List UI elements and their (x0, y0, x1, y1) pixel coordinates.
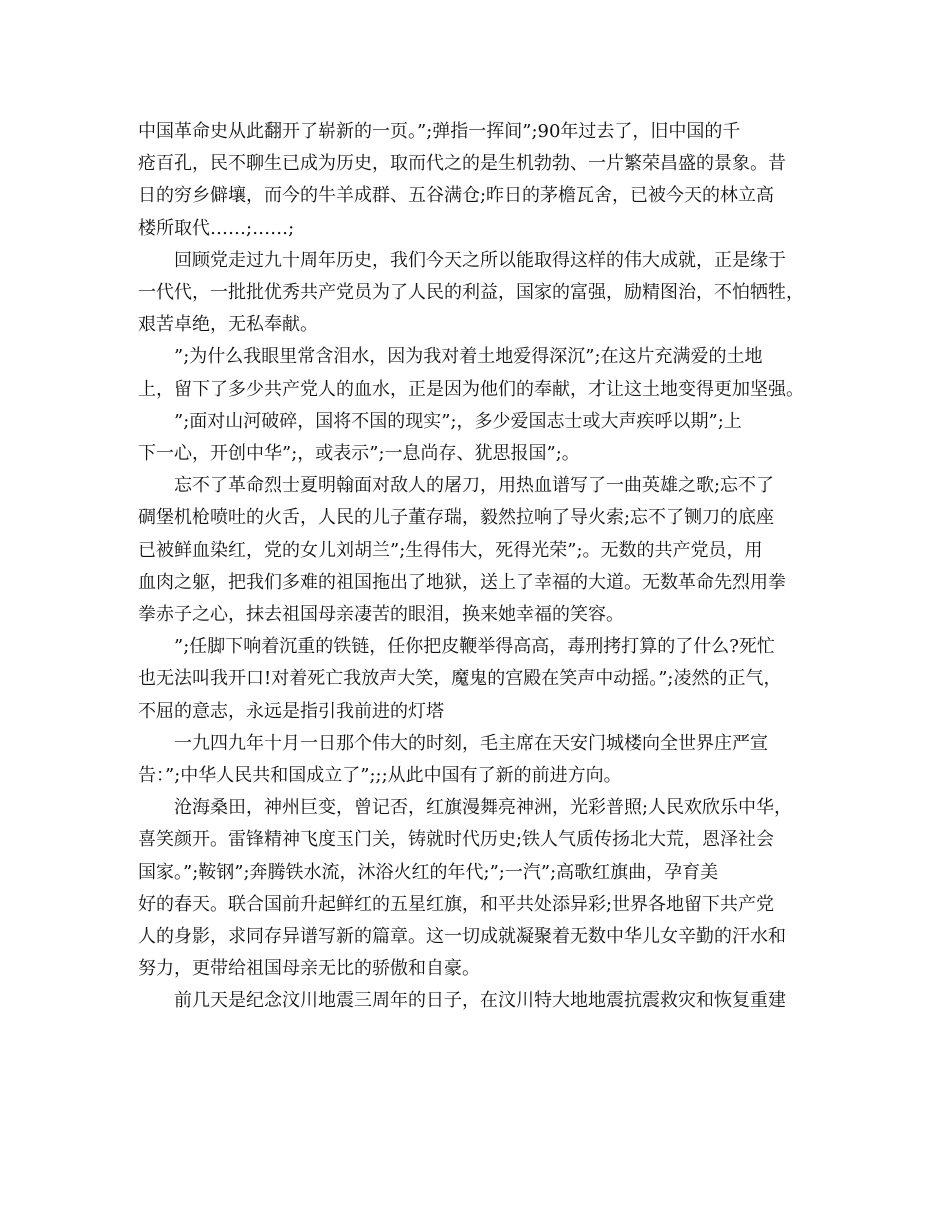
document-body (138, 116, 824, 1018)
paragraph-4: ”;面对山河破碎，国将不国的现实”;，多少爱国志士或大声疾呼以期”;上 下一心，开创中华”;，或表示”;一息尚存、犹思报国”;。 (138, 410, 742, 465)
paragraph-2: 回顾党走过九十周年历史，我们今天之所以能取得这样的伟大成就，正是缘于 一代代，一批批优秀共产党员为了人民的利益，国家的富强，励精图治，不怕牺牲， 艰苦卓绝，无私奉献。 (138, 249, 804, 336)
paragraph-8: 沧海桑田，神州巨变，曾记否，红旗漫舞亮神洲，光彩普照;人民欢欣乐中华， 喜笑颜开。雷锋精神飞度玉门关，铸就时代历史;铁人气质传扬北大荒，恩泽社会 国家。”;鞍钢”;奔腾铁水流，沐浴火红的年代;”;一汽”;高歌红旗曲，孕育美 好的春天。联合国前升起鲜红的五星红旗，和平共处添异彩;世界各地留下共产党 人的身影，求同存异谱写新的篇章。这一切成就凝聚着无数中华儿女辛勤的汗水和 努力，更带给祖国母亲无比的骄傲和自豪。 (138, 797, 793, 980)
paragraph-7: 一九四九年十月一日那个伟大的时刻，毛主席在天安门城楼向全世界庄严宣 告：”;中华人民共和国成立了”;;;从此中国有了新的前进方向。 (138, 732, 768, 787)
paragraph-6: ”;任脚下响着沉重的铁链，任你把皮鞭举得高高，毒刑拷打算的了什么?死忙 也无法叫我开口!对着死亡我放声大笑，魔鬼的宫殿在笑声中动摇。”;凌然的正气， 不屈的意志，永远是指引我前进的灯塔 (138, 636, 782, 722)
paragraph-1: 中国革命史从此翻开了崭新的一页。”;弹指一挥间”;90年过去了，旧中国的千 疮百孔，民不聊生已成为历史，取而代之的是生机勃勃、一片繁荣昌盛的景象。昔 日的穷乡僻壤，而今的牛羊成群、五谷满仓;昨日的茅檐瓦舍，已被今天的林立高 楼所取代……;……; (138, 121, 786, 239)
paragraph-5: 忘不了革命烈士夏明翰面对敌人的屠刀，用热血谱写了一曲英雄之歌;忘不了 碉堡机枪喷吐的火舌，人民的儿子董存瑞，毅然拉响了导火索;忘不了铡刀的底座 已被鲜血染红，党的女儿刘胡兰”;生得伟大，死得光荣”;。无数的共产党员，用 血肉之躯，把我们多难的祖国拖出了地狱，送上了幸福的大道。无数革命先烈用拳 拳赤子之心，抹去祖国母亲凄苦的眼泪，换来她幸福的笑容。 (138, 475, 786, 626)
paragraph-3: ”;为什么我眼里常含泪水，因为我对着土地爱得深沉”;在这片充满爱的土地 上，留下了多少共产党人的血水，正是因为他们的奉献，才让这土地变得更加坚强。 (138, 346, 804, 400)
paragraph-9: 前几天是纪念汶川地震三周年的日子，在汶川特大地地震抗震救灾和恢复重建 (138, 990, 786, 1012)
